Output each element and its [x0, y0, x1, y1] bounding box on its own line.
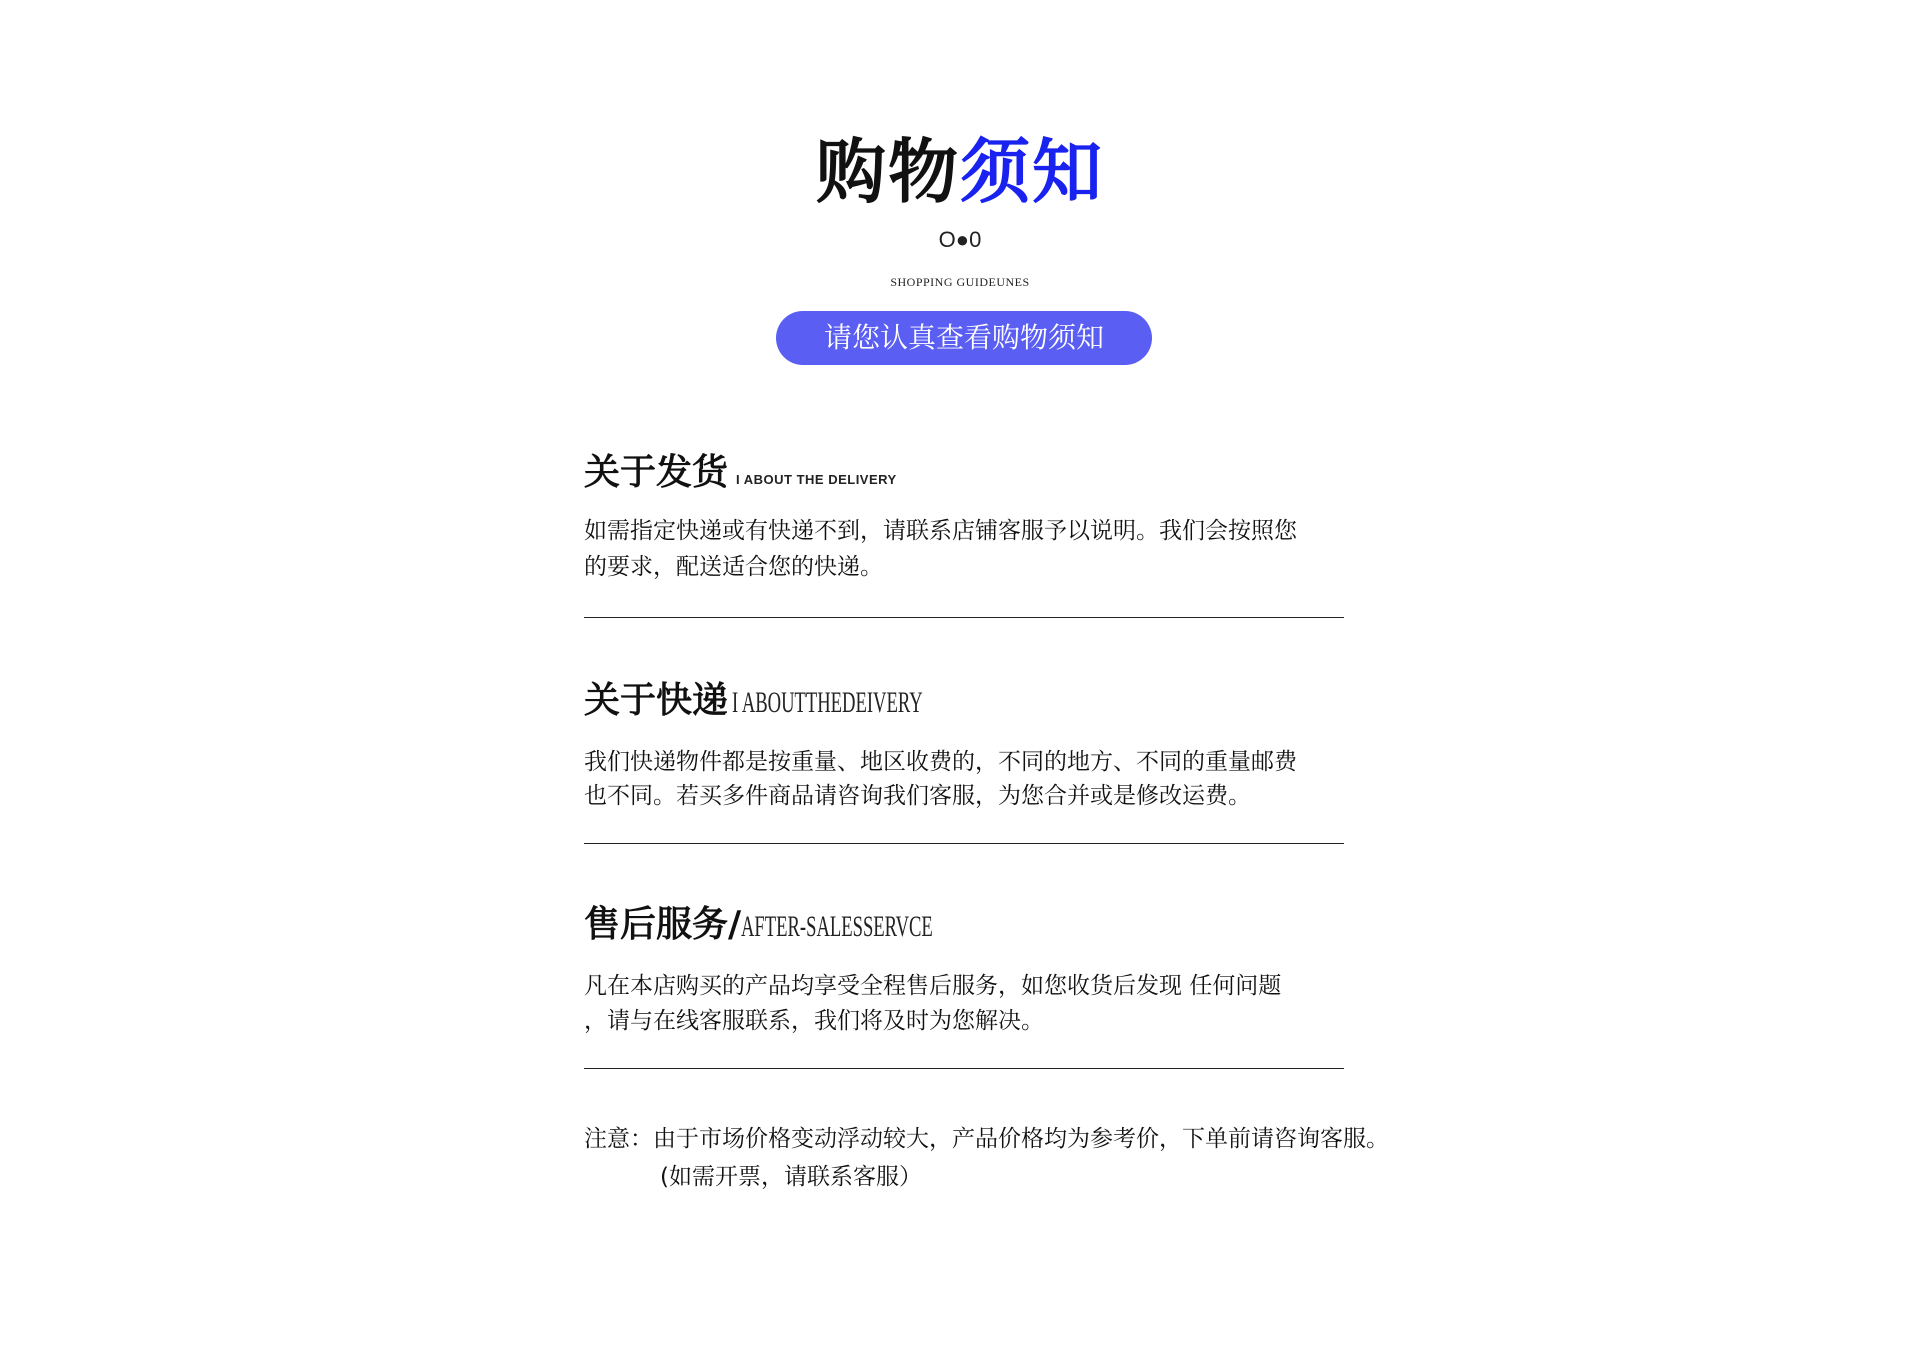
notice-line: (如需开票，请联系客服） — [660, 1164, 922, 1190]
divider — [584, 617, 1344, 618]
section-heading — [584, 444, 1344, 495]
notice-line: 注意：由于市场价格变动浮动较大，产品价格均为参考价，下单前请咨询客服。 — [584, 1126, 1389, 1152]
section-subtitle: AFTER-SALESSERVCE — [741, 910, 933, 943]
page-title-part1: 购物 — [816, 131, 960, 213]
section-title: 关于发货 — [584, 452, 729, 493]
page-title — [0, 128, 1920, 216]
section-title: 售后服务/ — [584, 904, 742, 945]
section-body-line: 如需指定快递或有快递不到，请联系店铺客服予以说明。我们会按照您 — [584, 518, 1297, 544]
divider — [584, 843, 1344, 844]
section-after-sales — [584, 896, 1344, 1039]
section-body-line: ，请与在线客服联系，我们将及时为您解决。 — [584, 1008, 1044, 1034]
page-title-part2: 须知 — [960, 131, 1104, 213]
section-body — [584, 513, 1344, 585]
divider — [584, 1068, 1344, 1069]
page-subtitle-en: SHOPPING GUIDEUNES — [890, 275, 1030, 289]
section-heading — [584, 896, 1344, 947]
section-body-line: 我们快递物件都是按重量、地区收费的，不同的地方、不同的重量邮费 — [584, 749, 1297, 775]
section-body — [584, 745, 1344, 813]
section-body-line: 的要求，配送适合您的快递。 — [584, 554, 883, 580]
read-carefully-banner: 请您认真查看购物须知 — [776, 311, 1152, 365]
section-courier — [584, 672, 1344, 813]
section-title: 关于快递 — [584, 680, 729, 721]
section-body-line: 也不同。若买多件商品请咨询我们客服，为您合并或是修改运费。 — [584, 783, 1251, 809]
section-body — [584, 969, 1344, 1039]
section-subtitle: I ABOUTTHEDEIVERY — [732, 686, 923, 719]
section-body-line: 凡在本店购买的产品均享受全程售后服务，如您收货后发现 任何问题 — [584, 973, 1282, 999]
title-decoration: O●0 — [938, 227, 982, 252]
price-notice — [584, 1120, 1484, 1196]
section-heading — [584, 672, 1344, 723]
section-subtitle: I ABOUT THE DELIVERY — [736, 472, 897, 487]
section-delivery — [584, 444, 1344, 585]
